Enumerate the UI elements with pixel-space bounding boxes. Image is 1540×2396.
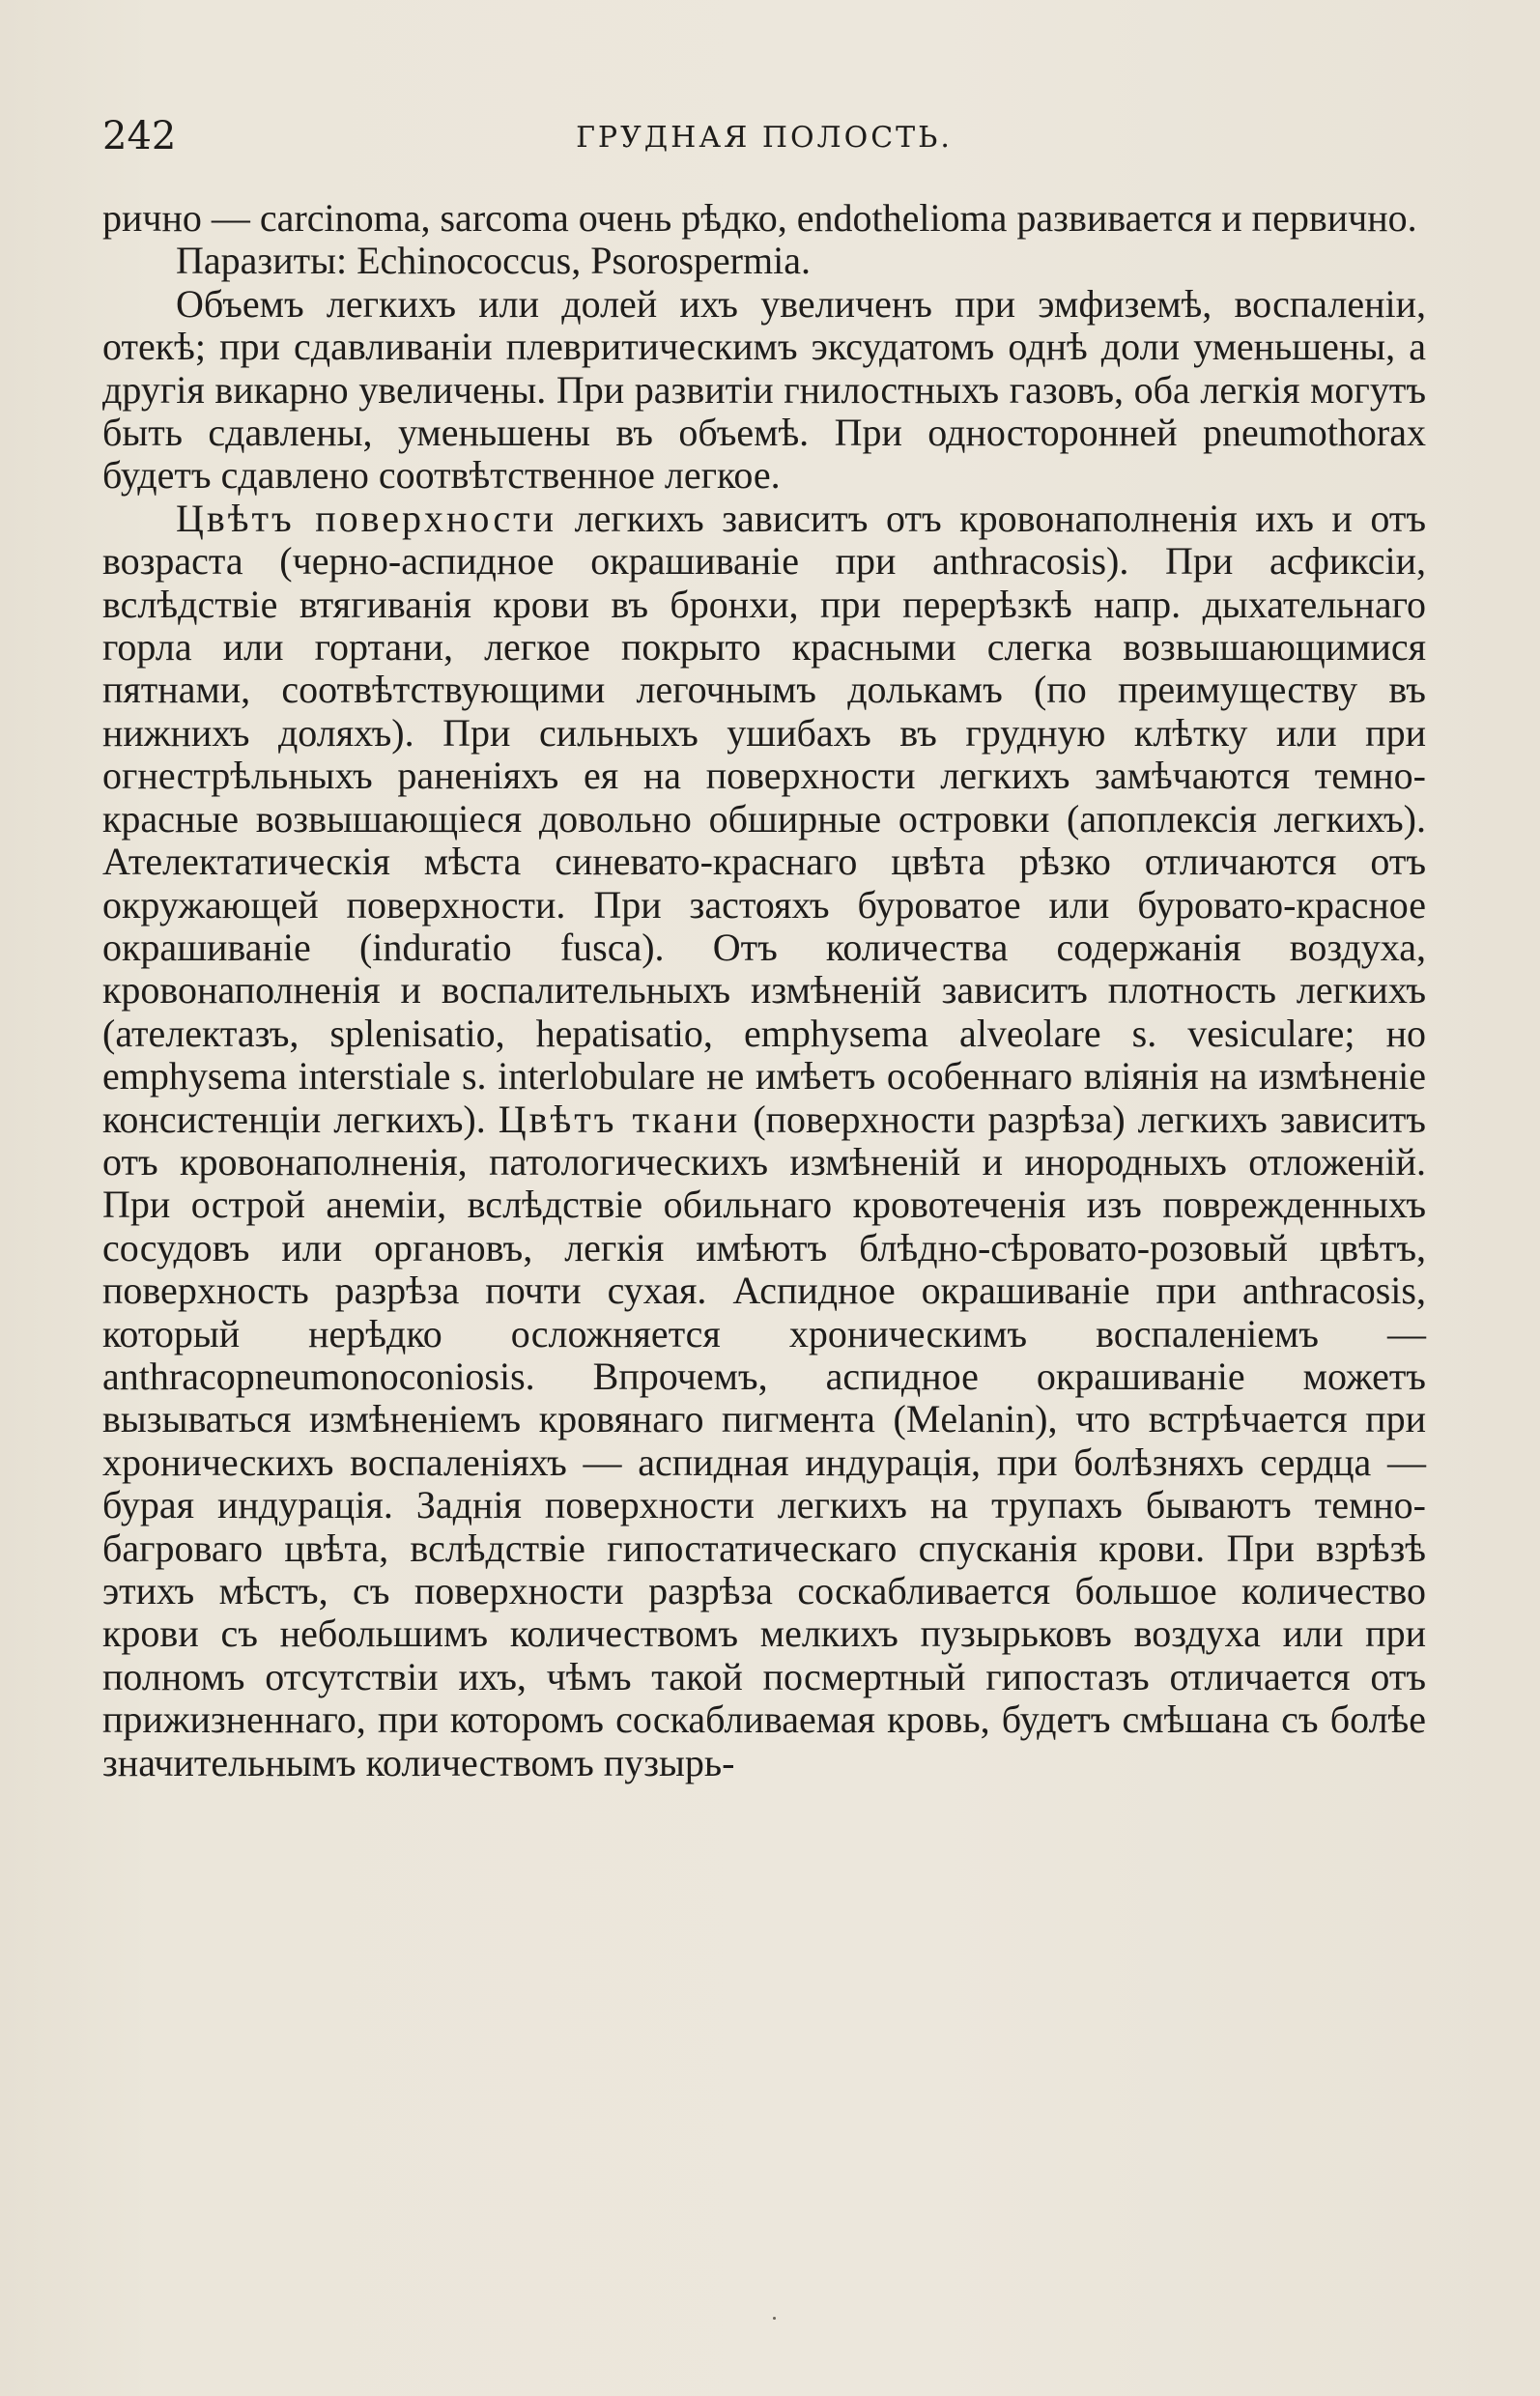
running-head: ГРУДНАЯ ПОЛОСТЬ. — [576, 121, 953, 155]
page-header — [102, 112, 1426, 160]
body-text — [102, 197, 1426, 1784]
paragraph-3 — [102, 283, 1426, 498]
section-lead-surface-color: Цвѣтъ поверхности — [176, 496, 557, 540]
paragraph-4-text-continued: (поверхности разрѣза) легкихъ зависитъ отъ кровонаполненія, патологическихъ измѣненій и инородныхъ отложеній. При острой анеміи, вслѣдствіе обильнаго кровотеченія изъ поврежденныхъ сосудовъ или органовъ, легкія имѣютъ блѣдно-сѣровато-розовый цвѣтъ, поверхность разрѣза почти сухая. Аспидное окрашиваніе при anthracosis, который нерѣдко осложняется хроническимъ воспаленіемъ — anthracopneumonoconiosis. Впрочемъ, аспидное окрашиваніе можетъ вызываться измѣненіемъ кровянаго пигмента (Melanin), что встрѣчается при хроническихъ воспаленіяхъ — аспидная индурація, при болѣзняхъ сердца — бурая индурація. Заднія поверхности легкихъ на трупахъ бываютъ темно-багроваго цвѣта, вслѣдствіе гипостатическаго спусканія крови. При взрѣзѣ этихъ мѣстъ, съ поверхности разрѣза соскабливается большое количество крови съ небольшимъ количествомъ мелкихъ пузырьковъ воздуха или при полномъ отсутствіи ихъ, чѣмъ такой посмертный гипостазъ отличается отъ прижизненнаго, при которомъ соскабливаемая кровь, будетъ смѣшана съ болѣе значительнымъ количествомъ пузырь- — [102, 1097, 1426, 1784]
section-lead-tissue-color: Цвѣтъ ткани — [498, 1097, 741, 1141]
paragraph-2-text: Паразиты: Echinococcus, Psorospermia. — [176, 239, 811, 283]
paragraph-1-text: рично — carcinoma, sarcoma очень рѣдко, endothelioma развивается и первично. — [102, 196, 1417, 240]
paragraph-4-text: легкихъ зависитъ отъ кровонаполненія ихъ и отъ возраста (черно-аспидное окрашиваніе при anthracosis). При асфиксіи, вслѣдствіе втягиванія крови въ бронхи, при перерѣзкѣ напр. дыхательнаго горла или гортани, легкое покрыто красными слегка возвышающимися пятнами, соотвѣтствующими легочнымъ долькамъ (по преимуществу въ нижнихъ доляхъ). При сильныхъ ушибахъ въ грудную клѣтку или при огнестрѣльныхъ раненіяхъ ея на поверхности легкихъ замѣчаются темно-красные возвышающіеся довольно обширные островки (апоплексія легкихъ). Ателектатическія мѣста синевато-краснаго цвѣта рѣзко отличаются отъ окружающей поверхности. При застояхъ буроватое или буровато-красное окрашиваніе (induratio fusca). Отъ количества содержанія воздуха, кровонаполненія и воспалительныхъ измѣненій зависитъ плотность легкихъ (ателектазъ, splenisatio, hepatisatio, emphysema alveolare s. vesiculare; но emphysema interstiale s. interlobulare не имѣетъ особеннаго вліянія на измѣненіе консистенціи легкихъ). — [102, 496, 1426, 1141]
page-speck — [773, 2317, 776, 2320]
paragraph-4 — [102, 498, 1426, 1784]
paragraph-3-text: Объемъ легкихъ или долей ихъ увеличенъ при эмфиземѣ, воспаленіи, отекѣ; при сдавливаніи плевритическимъ эксудатомъ однѣ доли уменьшены, а другія викарно увеличены. При развитіи гнилостныхъ газовъ, оба легкія могутъ быть сдавлены, уменьшены въ объемѣ. При односторонней pneumothorax будетъ сдавлено соотвѣтственное легкое. — [102, 281, 1426, 498]
paragraph-2 — [102, 240, 1426, 282]
page-number: 242 — [102, 114, 177, 158]
paragraph-1 — [102, 197, 1426, 240]
